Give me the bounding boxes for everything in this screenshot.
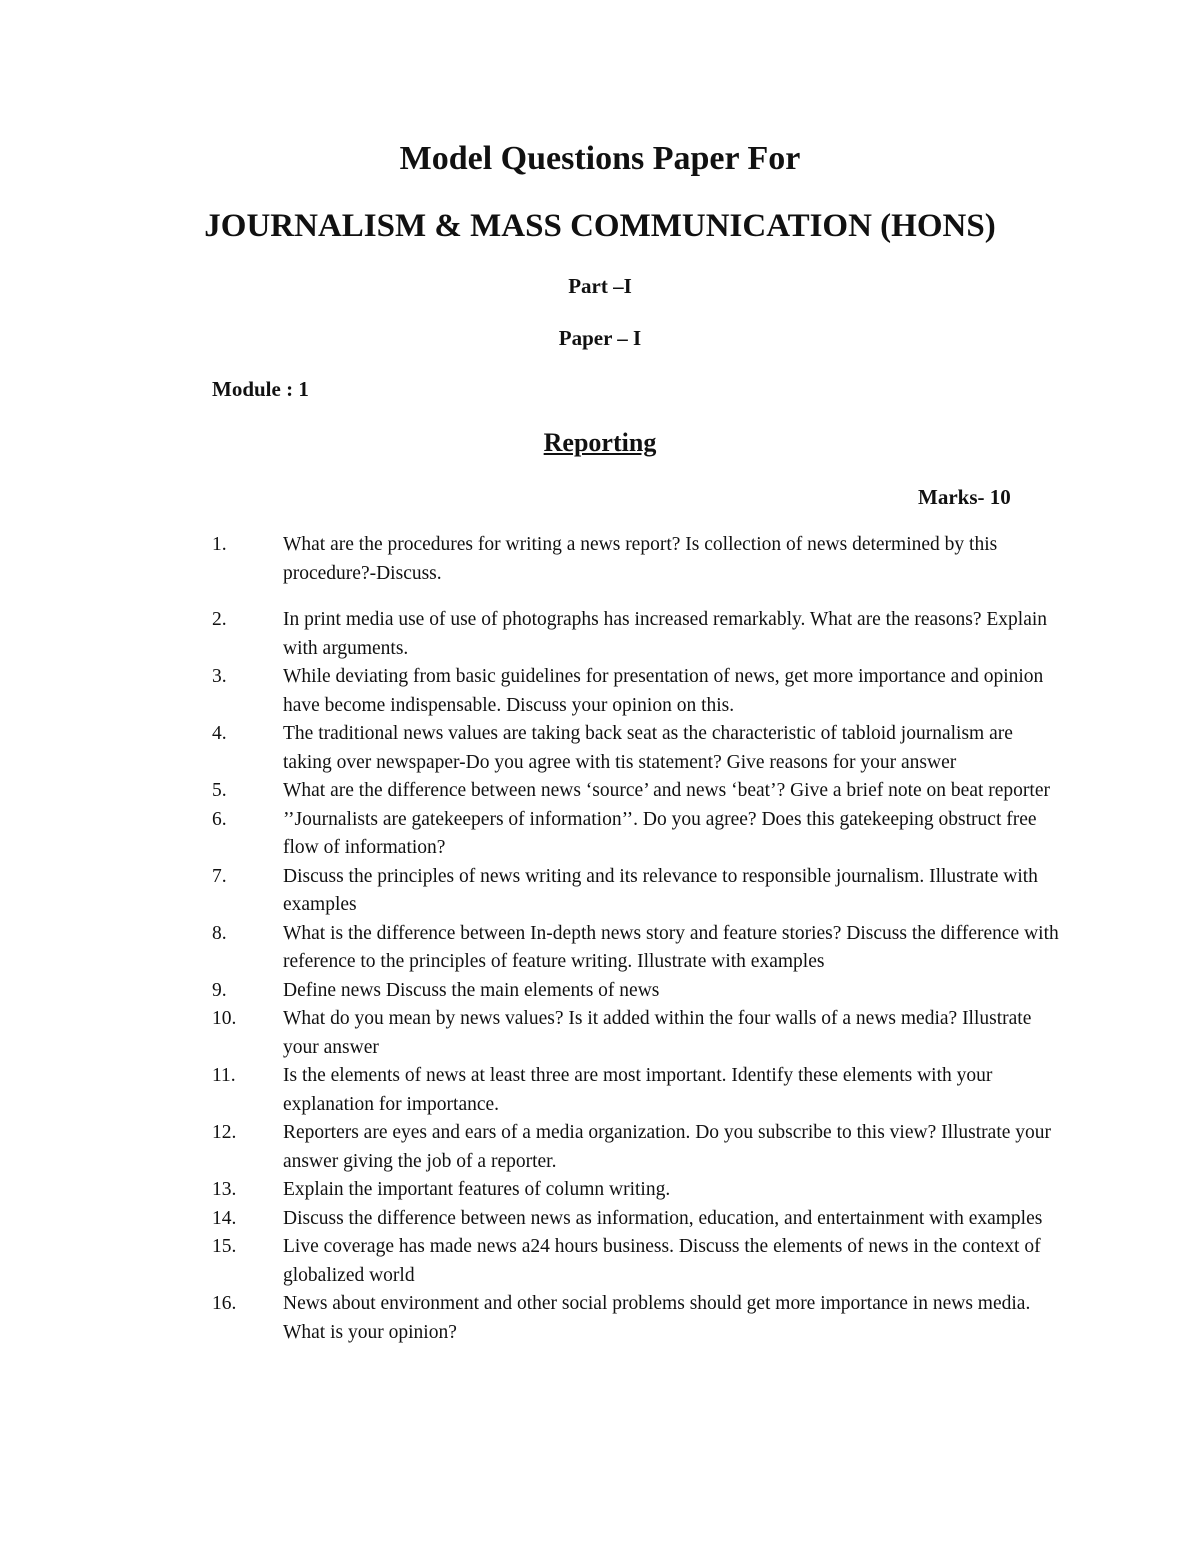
question-text: News about environment and other social problems should get more importance in news media. What is your opinion? (283, 1293, 1031, 1343)
question-text: Discuss the difference between news as information, education, and entertainment with examples (283, 1207, 1043, 1229)
question-item (212, 863, 1062, 920)
question-item (212, 531, 1062, 588)
question-item (212, 1290, 1062, 1347)
question-item (212, 1205, 1062, 1234)
question-item (212, 1233, 1062, 1290)
question-text: Discuss the principles of news writing and its relevance to responsible journalism. Illustrate with examples (283, 865, 1038, 915)
question-number: 4. (212, 723, 227, 744)
question-item (212, 806, 1062, 863)
question-number: 11. (212, 1065, 236, 1086)
question-text: What are the procedures for writing a news report? Is collection of news determined by this procedure?-Discuss. (283, 534, 998, 584)
question-item (212, 606, 1062, 663)
question-text: While deviating from basic guidelines for presentation of news, get more importance and opinion have become indispensable. Discuss your opinion on this. (283, 666, 1044, 716)
question-number: 10. (212, 1008, 237, 1029)
course-title: JOURNALISM & MASS COMMUNICATION (HONS) (204, 208, 996, 244)
module-label: Module : 1 (212, 377, 309, 401)
question-number: 12. (212, 1122, 237, 1143)
question-number: 8. (212, 922, 227, 944)
question-number: 5. (212, 780, 227, 801)
question-number: 13. (212, 1179, 237, 1200)
question-item (212, 1119, 1062, 1176)
question-text: Explain the important features of column writing. (283, 1179, 671, 1200)
question-item (212, 663, 1062, 720)
question-number: 16. (212, 1293, 237, 1314)
question-text: The traditional news values are taking back seat as the characteristic of tabloid journalism are taking over newspaper-Do you agree with tis statement? Give reasons for your answer (283, 723, 1013, 773)
question-item (212, 720, 1062, 777)
paper-title: Model Questions Paper For (399, 140, 801, 177)
question-list (212, 531, 1062, 1347)
question-text: Is the elements of news at least three are most important. Identify these elements with your explanation for importance. (283, 1065, 993, 1115)
question-item (212, 777, 1062, 806)
question-text: What is the difference between In-depth news story and feature stories? Discuss the difference with reference to the principles of feature writing. Illustrate with examples (283, 922, 1059, 972)
question-text: What are the difference between news ‘source’ and news ‘beat’? Give a brief note on beat reporter (283, 780, 1050, 801)
question-number: 15. (212, 1236, 237, 1257)
question-text: What do you mean by news values? Is it added within the four walls of a news media? Illustrate your answer (283, 1008, 1032, 1058)
question-number: 6. (212, 808, 227, 830)
question-item (212, 1062, 1062, 1119)
question-item (212, 920, 1062, 977)
marks-label: Marks- 10 (918, 485, 1011, 509)
question-number: 2. (212, 609, 227, 630)
part-label: Part –I (568, 274, 632, 298)
question-text: ’’Journalists are gatekeepers of information’’. Do you agree? Does this gatekeeping obstruct free flow of information? (283, 808, 1037, 858)
question-item (212, 977, 1062, 1006)
question-item (212, 1005, 1062, 1062)
question-number: 9. (212, 979, 227, 1001)
section-heading: Reporting (543, 428, 657, 457)
paper-label: Paper – I (558, 326, 642, 350)
question-number: 3. (212, 666, 227, 687)
question-text: Reporters are eyes and ears of a media organization. Do you subscribe to this view? Illustrate your answer giving the job of a reporter. (283, 1122, 1052, 1172)
question-number: 1. (212, 534, 227, 555)
question-text: In print media use of use of photographs has increased remarkably. What are the reasons? Explain with arguments. (283, 609, 1048, 659)
question-text: Live coverage has made news a24 hours business. Discuss the elements of news in the context of globalized world (283, 1236, 1041, 1286)
question-number: 7. (212, 865, 227, 887)
question-text: Define news Discuss the main elements of news (283, 979, 660, 1001)
question-item (212, 1176, 1062, 1205)
question-number: 14. (212, 1207, 237, 1229)
